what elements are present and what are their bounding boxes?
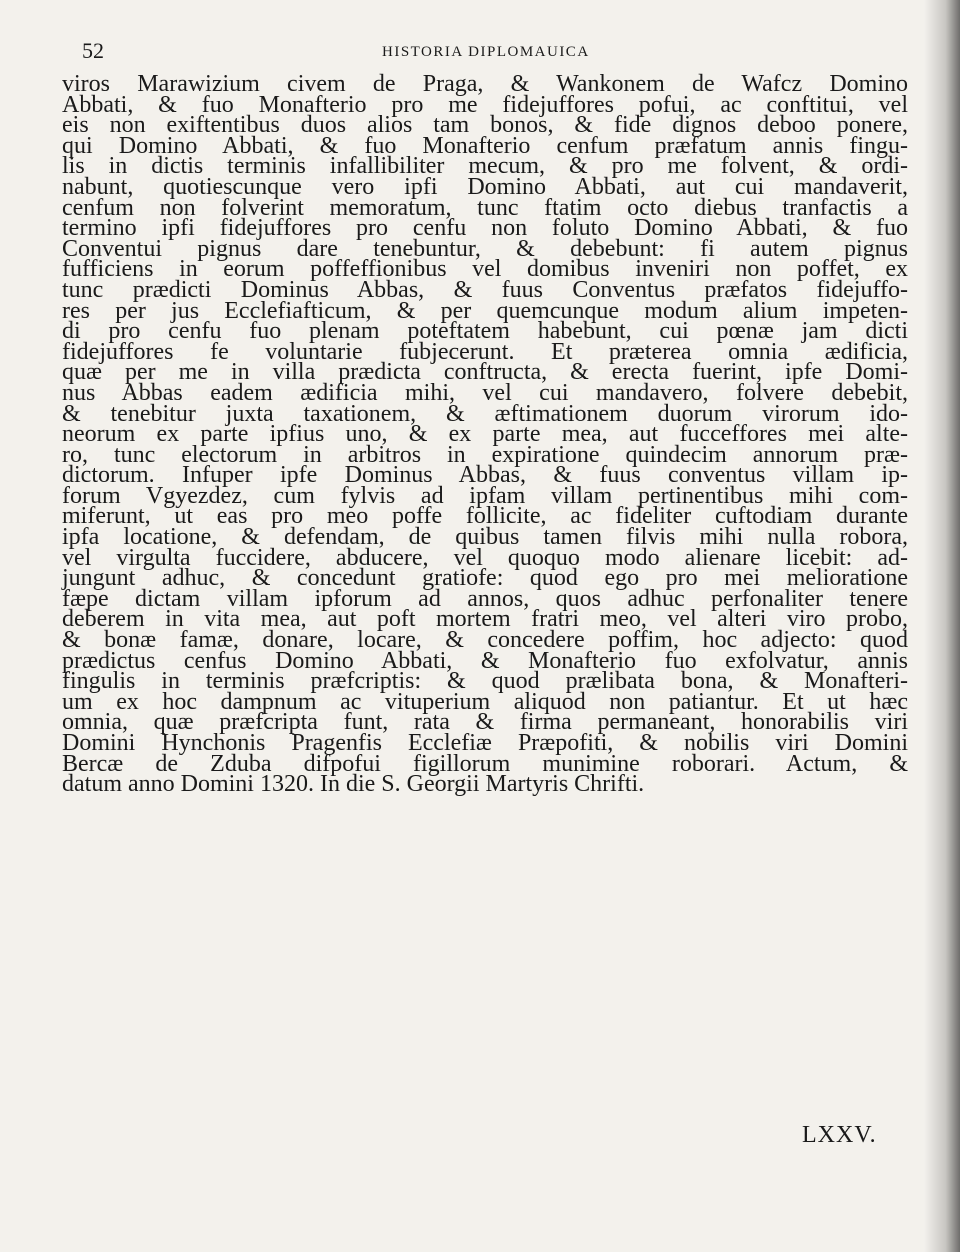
charter-text <box>62 71 908 798</box>
text-line: jungunt adhuc, & concedunt gratiofe: quod ego pro mei melioratione <box>62 565 908 592</box>
text-line: Conventui pignus dare tenebuntur, & debebunt: fi autem pignus <box>62 235 908 262</box>
text-line: neorum ex parte ipfius uno, & ex parte mea, aut fucceffores mei alte- <box>62 421 908 448</box>
text-line: di pro cenfu fuo plenam poteftatem habebunt, cui pœnæ jam dicti <box>62 318 908 345</box>
text-line: fufficiens in eorum poffeffionibus vel domibus inveniri non poffet, ex <box>62 256 908 283</box>
text-line: fingulis in terminis præfcriptis: & quod prælibata bona, & Monafteri- <box>62 668 908 695</box>
text-line: tunc prædicti Dominus Abbas, & fuus Conventus præfatos fidejuffo- <box>62 276 908 303</box>
text-line: miferunt, ut eas pro meo poffe follicite, ac fideliter cuftodiam durante <box>62 503 908 530</box>
text-line: nabunt, quotiescunque vero ipfi Domino Abbati, aut cui mandaverit, <box>62 173 908 200</box>
text-line: & tenebitur juxta taxationem, & æftimationem duorum virorum ido- <box>62 400 908 427</box>
catchword: LXXV. <box>802 1122 877 1148</box>
text-line: vel virgulta fuccidere, abducere, vel quoquo modo alienare licebit: ad- <box>62 544 908 571</box>
text-line: um ex hoc dampnum ac vituperium aliquod non patiantur. Et ut hæc <box>62 688 908 715</box>
text-line: prædictus cenfus Domino Abbati, & Monafterio fuo exfolvatur, annis <box>62 647 908 674</box>
text-line: dictorum. Infuper ipfe Dominus Abbas, & fuus conventus villam ip- <box>62 462 908 489</box>
text-line: res per jus Ecclefiafticum, & per quemcunque modum alium impeten- <box>62 297 908 324</box>
text-line: quæ per me in villa prædicta conftructa, & erecta fuerint, ipfe Domi- <box>62 359 908 386</box>
text-line: deberem in vita mea, aut poft mortem fratri meo, vel alteri viro probo, <box>62 606 908 633</box>
text-line: ro, tunc electorum in arbitros in expiratione quindecim annorum præ- <box>62 441 908 468</box>
text-line: forum Vgyezdez, cum fylvis ad ipfam villam pertinentibus mihi com- <box>62 482 908 509</box>
text-line: viros Marawizium civem de Praga, & Wankonem de Wafcz Domino <box>62 71 908 97</box>
text-line: & bonæ famæ, donare, locare, & concedere poffim, hoc adjecto: quod <box>62 627 908 654</box>
text-line: qui Domino Abbati, & fuo Monafterio cenfum præfatum annis fingu- <box>62 132 908 159</box>
page-number: 52 <box>82 38 104 63</box>
text-line: fidejuffores fe voluntarie fubjecerunt. Et præterea omnia ædificia, <box>62 338 908 365</box>
text-line: Abbati, & fuo Monafterio pro me fidejuffores pofui, ac conftitui, vel <box>62 91 908 118</box>
running-head: HISTORIA DIPLOMAUICA <box>382 44 590 60</box>
text-line: datum anno Domini 1320. In die S. Georgii Martyris Chrifti. <box>62 771 645 798</box>
text-line: Domini Hynchonis Pragenfis Ecclefiæ Præpofiti, & nobilis viri Domini <box>62 730 908 756</box>
text-line: ipfa locatione, & defendam, de quibus tamen filvis mihi nulla robora, <box>62 524 908 551</box>
text-line: omnia, quæ præfcripta funt, rata & firma permaneant, honorabilis viri <box>62 709 908 736</box>
page-header <box>82 38 902 68</box>
text-line: termino ipfi fidejuffores pro cenfu non foluto Domino Abbati, & fuo <box>62 215 908 242</box>
text-line: eis non exiftentibus duos alios tam bonos, & fide dignos deboo ponere, <box>62 112 908 139</box>
text-line: nus Abbas eadem ædificia mihi, vel cui mandavero, folvere debebit, <box>62 379 908 406</box>
page-gutter-shadow <box>924 0 960 1252</box>
text-line: Bercæ de Zduba difpofui figillorum munimine roborari. Actum, & <box>62 750 908 777</box>
text-line: lis in dictis terminis infallibiliter mecum, & pro me folvent, & ordi- <box>62 153 908 180</box>
text-line: cenfum non folverint memoratum, tunc ftatim octo diebus tranfactis a <box>62 194 908 221</box>
text-line: fæpe dictam villam ipforum ad annos, quos adhuc perfonaliter tenere <box>62 585 908 612</box>
